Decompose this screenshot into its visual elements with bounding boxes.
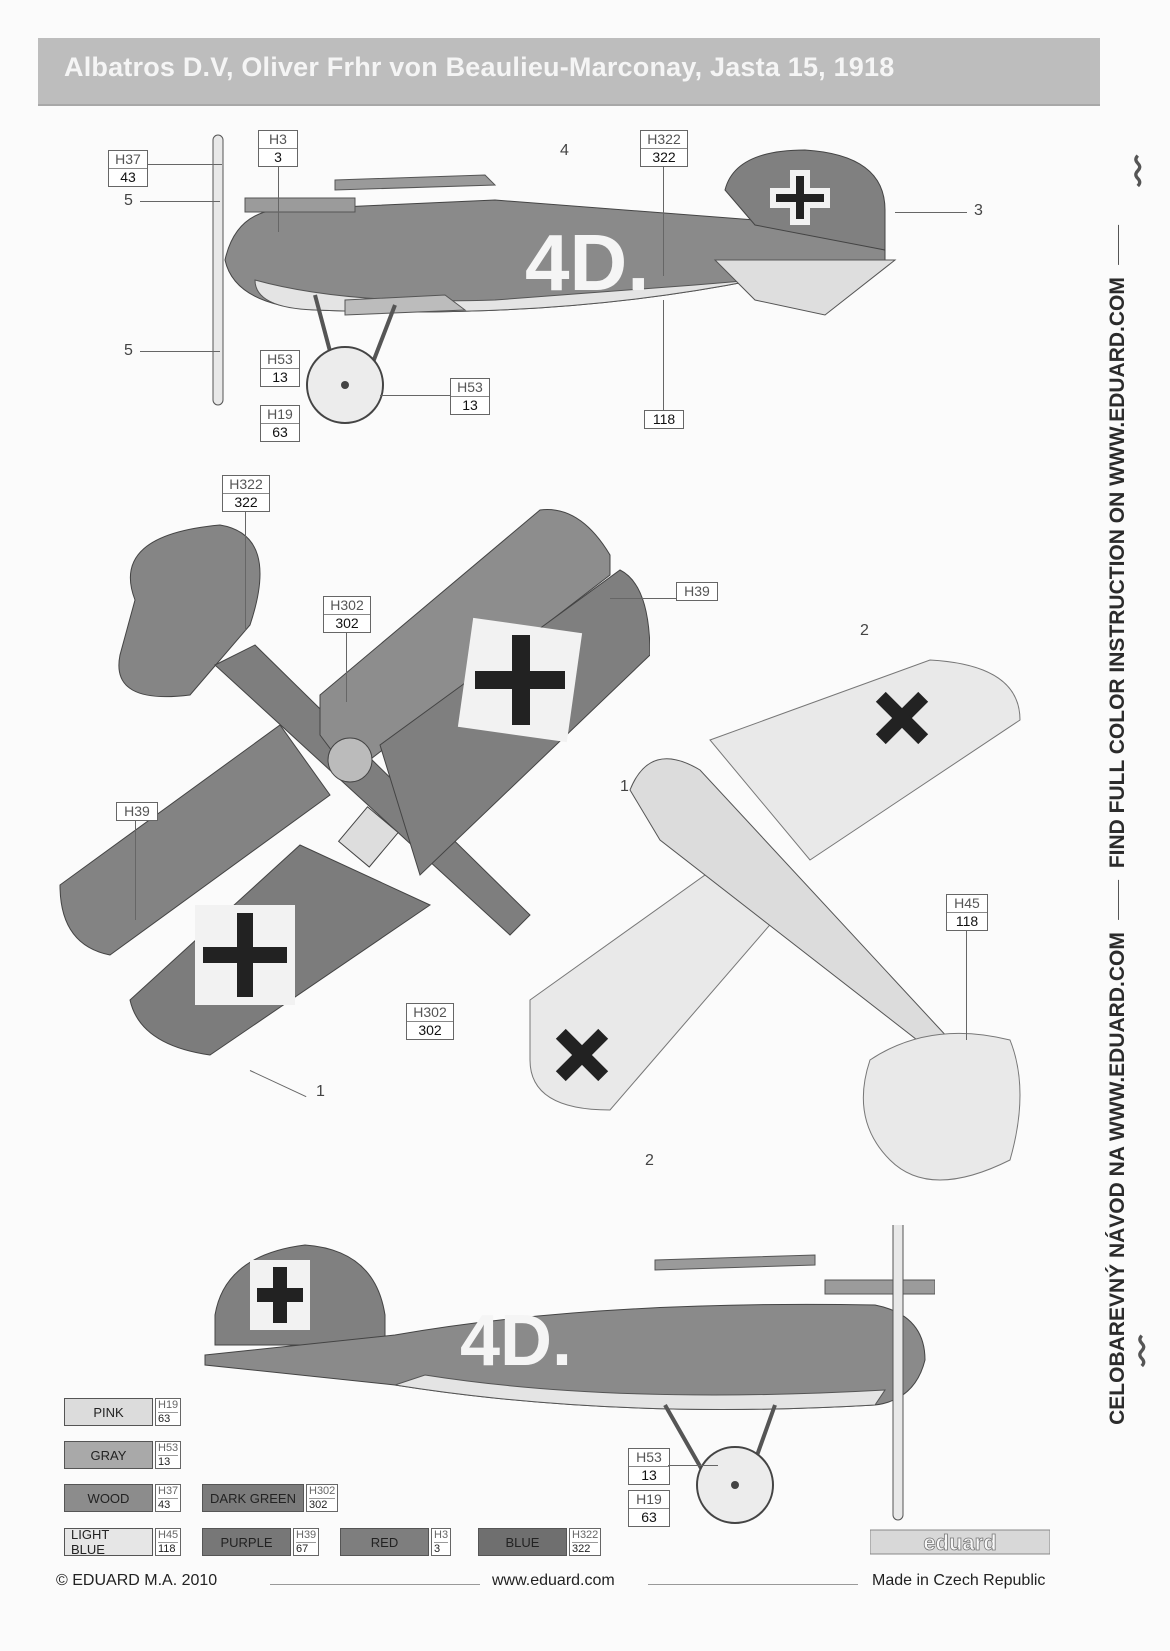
legend-swatch: WOOD <box>64 1484 153 1512</box>
legend-swatch: GRAY <box>64 1441 153 1469</box>
callout-h19: H19 63 <box>260 405 300 442</box>
page-title: Albatros D.V, Oliver Frhr von Beaulieu-Marconay, Jasta 15, 1918 <box>64 52 895 82</box>
label-5: 5 <box>124 342 133 359</box>
legend-swatch: PURPLE <box>202 1528 291 1556</box>
legend-swatch: BLUE <box>478 1528 567 1556</box>
legend-codes: H322 322 <box>569 1528 601 1556</box>
fuselage-code: 4D. <box>525 218 650 307</box>
handwritten-mark: ⌇ <box>1132 1330 1152 1376</box>
callout-h3: H3 3 <box>258 130 298 167</box>
label-1: 1 <box>620 778 629 795</box>
label-2: 2 <box>645 1152 654 1169</box>
callout-h53-bottom: H53 13 <box>628 1448 670 1485</box>
legend-item <box>64 1528 181 1556</box>
side-view-left-profile <box>195 130 955 450</box>
callout-h302-lower: H302 302 <box>406 1003 454 1040</box>
callout-h39-left: H39 <box>116 802 158 821</box>
handwritten-mark: ⌇ <box>1128 150 1148 196</box>
legend-codes: H19 63 <box>155 1398 181 1426</box>
callout-h53-wheel: H53 13 <box>450 378 490 415</box>
label-2: 2 <box>860 622 869 639</box>
footer-copyright: © EDUARD M.A. 2010 <box>56 1572 218 1589</box>
callout-h322-tail: H322 322 <box>222 475 270 512</box>
legend-codes: H37 43 <box>155 1484 181 1512</box>
callout-h45: H45 118 <box>946 894 988 931</box>
title-banner <box>38 38 1100 106</box>
legend-codes: H3 3 <box>431 1528 451 1556</box>
legend-swatch: RED <box>340 1528 429 1556</box>
label-5: 5 <box>124 192 133 209</box>
footer-made-in: Made in Czech Republic <box>872 1572 1046 1589</box>
legend-item <box>202 1484 338 1512</box>
callout-h322-top: H322 322 <box>640 130 688 167</box>
legend-swatch: PINK <box>64 1398 153 1426</box>
callout-h53: H53 13 <box>260 350 300 387</box>
legend-codes: H39 67 <box>293 1528 319 1556</box>
label-4: 4 <box>560 142 569 159</box>
legend-item <box>64 1398 181 1426</box>
legend-codes: H45 118 <box>155 1528 181 1556</box>
legend-item <box>202 1528 319 1556</box>
legend-item <box>64 1484 181 1512</box>
legend-codes: H53 13 <box>155 1441 181 1469</box>
legend-codes: H302 302 <box>306 1484 338 1512</box>
eduard-logo <box>870 1528 1050 1556</box>
label-1: 1 <box>316 1083 325 1100</box>
fuselage-code: 4D. <box>460 1301 573 1381</box>
svg-text:eduard: eduard <box>923 1530 997 1555</box>
callout-118: 118 <box>644 410 684 429</box>
legend-swatch: LIGHT BLUE <box>64 1528 153 1556</box>
callout-h302-upper: H302 302 <box>323 596 371 633</box>
callout-h37: H37 43 <box>108 150 148 187</box>
color-legend <box>64 1398 624 1558</box>
label-3: 3 <box>974 202 983 219</box>
legend-item <box>64 1441 181 1469</box>
legend-item <box>340 1528 451 1556</box>
legend-item <box>478 1528 601 1556</box>
callout-h19-bottom: H19 63 <box>628 1490 670 1527</box>
side-text-lower: CELOBAREVNÝ NÁVOD NA WWW.EDUARD.COM <box>1106 932 1129 1425</box>
footer-website: www.eduard.com <box>492 1572 615 1589</box>
side-text-upper: FIND FULL COLOR INSTRUCTION ON WWW.EDUARD.COM <box>1106 277 1129 869</box>
callout-h39-right: H39 <box>676 582 718 601</box>
legend-swatch: DARK GREEN <box>202 1484 304 1512</box>
